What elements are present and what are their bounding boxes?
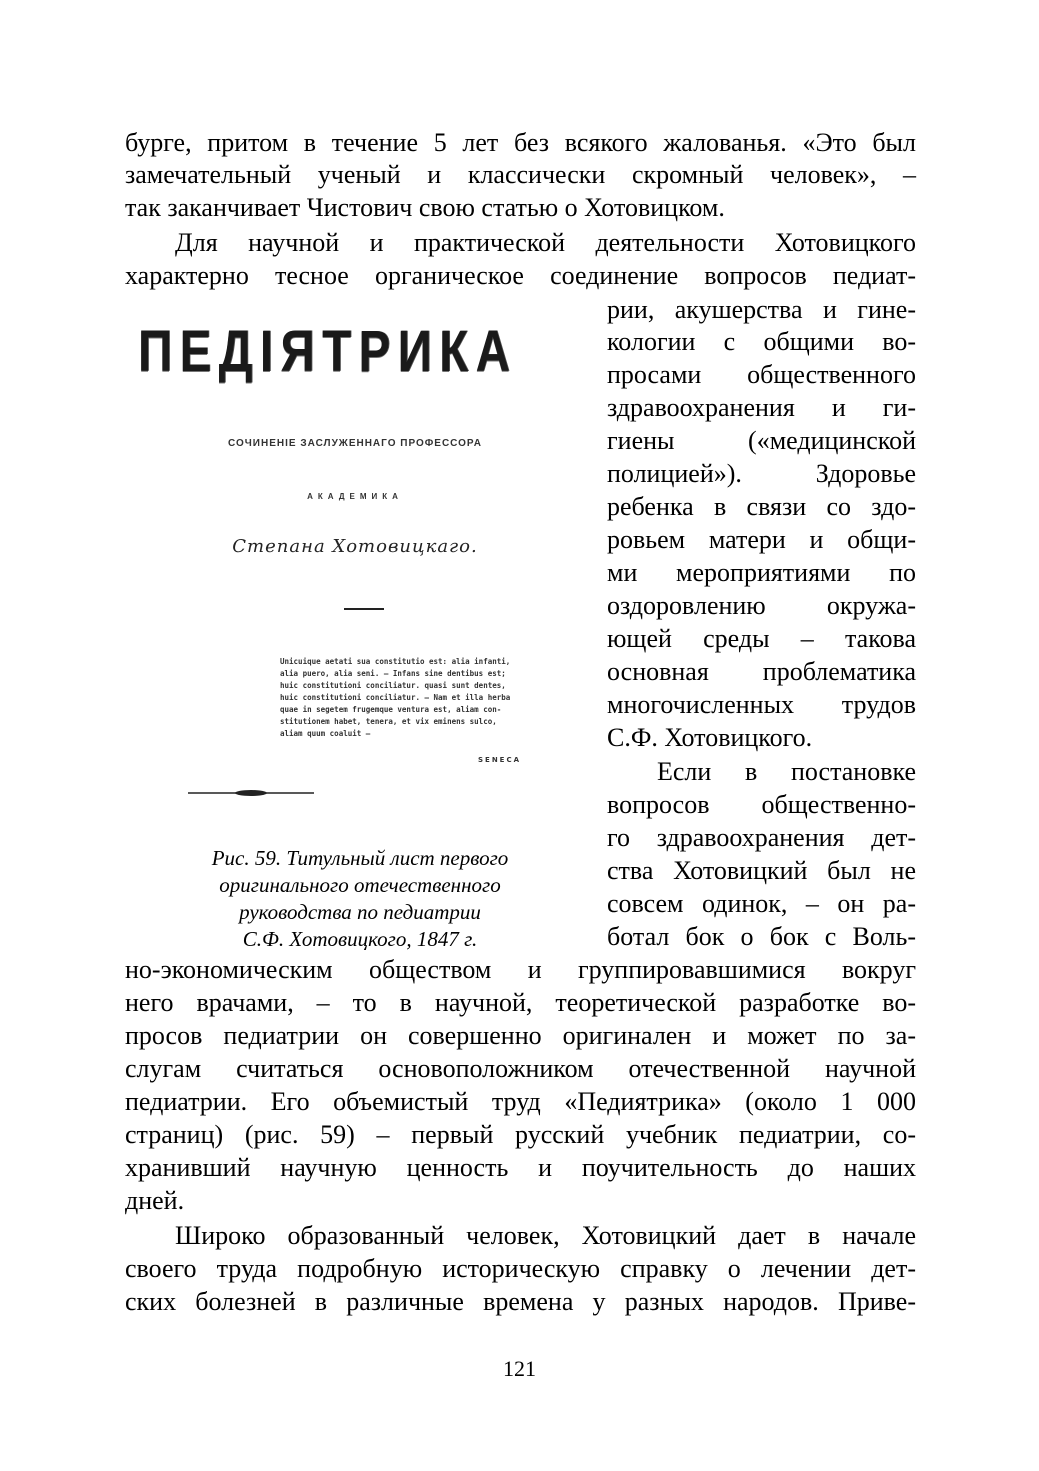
text-line: го здравоохранения дет- — [607, 823, 916, 852]
text-line: вопросов общественно- — [607, 790, 916, 819]
figure-epigraph-source: SENECA — [478, 756, 522, 764]
figure-caption-line: Рис. 59. Титульный лист первого — [211, 846, 509, 870]
text-line: Если в постановке — [657, 757, 916, 786]
text-line: своего труда подробную историческую справку о лечении дет- — [125, 1254, 916, 1283]
text-line: ющей среды – такова — [607, 624, 916, 653]
text-line: С.Ф. Хотовицкого. — [607, 723, 813, 752]
text-line: но-экономическим обществом и группировавшимися вокруг — [125, 955, 916, 984]
text-line: замечательный ученый и классически скромный человек», – — [125, 160, 916, 189]
text-line: слугам считаться основоположником отечественной научной — [125, 1054, 916, 1083]
figure-rank: АКАДЕМИКА — [307, 492, 403, 501]
text-line: просами общественного — [607, 360, 916, 389]
text-line: Широко образованный человек, Хотовицкий дает в начале — [175, 1221, 916, 1250]
text-line: кологии с общими во- — [607, 327, 916, 356]
text-line: ребенка в связи со здо- — [607, 492, 916, 521]
text-line: ми мероприятиями по — [607, 558, 916, 587]
figure-epigraph: Unicuique aetati sua constitutio est: alia infanti, alia puero, alia seni. — Infans sine dentibus est; huic constitutioni conciliatur. quasi sunt dentes, huic constitutioni conciliatur. — Nam et illa herba quae in segetem frugemque ventura est, aliam con- stitutionem habet, tenera, et vix eminens sulco, aliam quum coaluit — — [280, 657, 511, 738]
text-line: ства Хотовицкий был не — [607, 856, 916, 885]
text-line: ровьем матери и общи- — [607, 525, 916, 554]
title-page-figure — [120, 300, 590, 820]
text-line: совсем одинок, – он ра- — [607, 889, 916, 918]
figure-ornament-icon — [186, 786, 316, 800]
page-number: 121 — [503, 1356, 536, 1381]
text-line: просов педиатрии он совершенно оригинален и может по за- — [125, 1021, 916, 1050]
text-line: полицией»). Здоровье — [607, 459, 916, 488]
text-line: хранивший научную ценность и поучительность до наших — [125, 1153, 916, 1182]
figure-caption-line: руководства по педиатрии — [239, 900, 481, 924]
text-line: ских болезней в различные времена у разных народов. Приве- — [125, 1287, 916, 1316]
figure-divider — [344, 608, 384, 610]
text-line: здравоохранения и ги- — [607, 393, 916, 422]
text-line: многочисленных трудов — [607, 690, 916, 719]
text-line: гиены («медицинской — [607, 426, 916, 455]
figure-author: Степана Хотовицкаго. — [232, 536, 478, 557]
figure-book-title: ПЕДІЯТРИКА — [138, 319, 518, 384]
text-line: бурге, притом в течение 5 лет без всякого жалованья. «Это был — [125, 128, 916, 157]
text-line: так заканчивает Чистович свою статью о Хотовицком. — [125, 193, 725, 222]
figure-caption-line: С.Ф. Хотовицкого, 1847 г. — [242, 927, 478, 951]
text-line: основная проблематика — [607, 657, 916, 686]
text-line: характерно тесное органическое соединение вопросов педиат- — [125, 261, 916, 290]
text-line: педиатрии. Его объемистый труд «Педиятрика» (около 1 000 — [125, 1087, 916, 1116]
text-line: дней. — [125, 1186, 185, 1215]
text-line: ботал бок о бок с Воль- — [607, 922, 916, 951]
text-line: страниц) (рис. 59) – первый русский учебник педиатрии, со- — [125, 1120, 916, 1149]
figure-caption-line: оригинального отечественного — [219, 873, 501, 897]
figure-subtitle: СОЧИНЕНІЕ ЗАСЛУЖЕННАГО ПРОФЕССОРА — [228, 438, 482, 449]
text-line: Для научной и практической деятельности Хотовицкого — [175, 228, 916, 257]
text-line: оздоровлению окружа- — [607, 591, 916, 620]
text-line: рии, акушерства и гине- — [607, 295, 916, 324]
text-line: него врачами, – то в научной, теоретической разработке во- — [125, 988, 916, 1017]
